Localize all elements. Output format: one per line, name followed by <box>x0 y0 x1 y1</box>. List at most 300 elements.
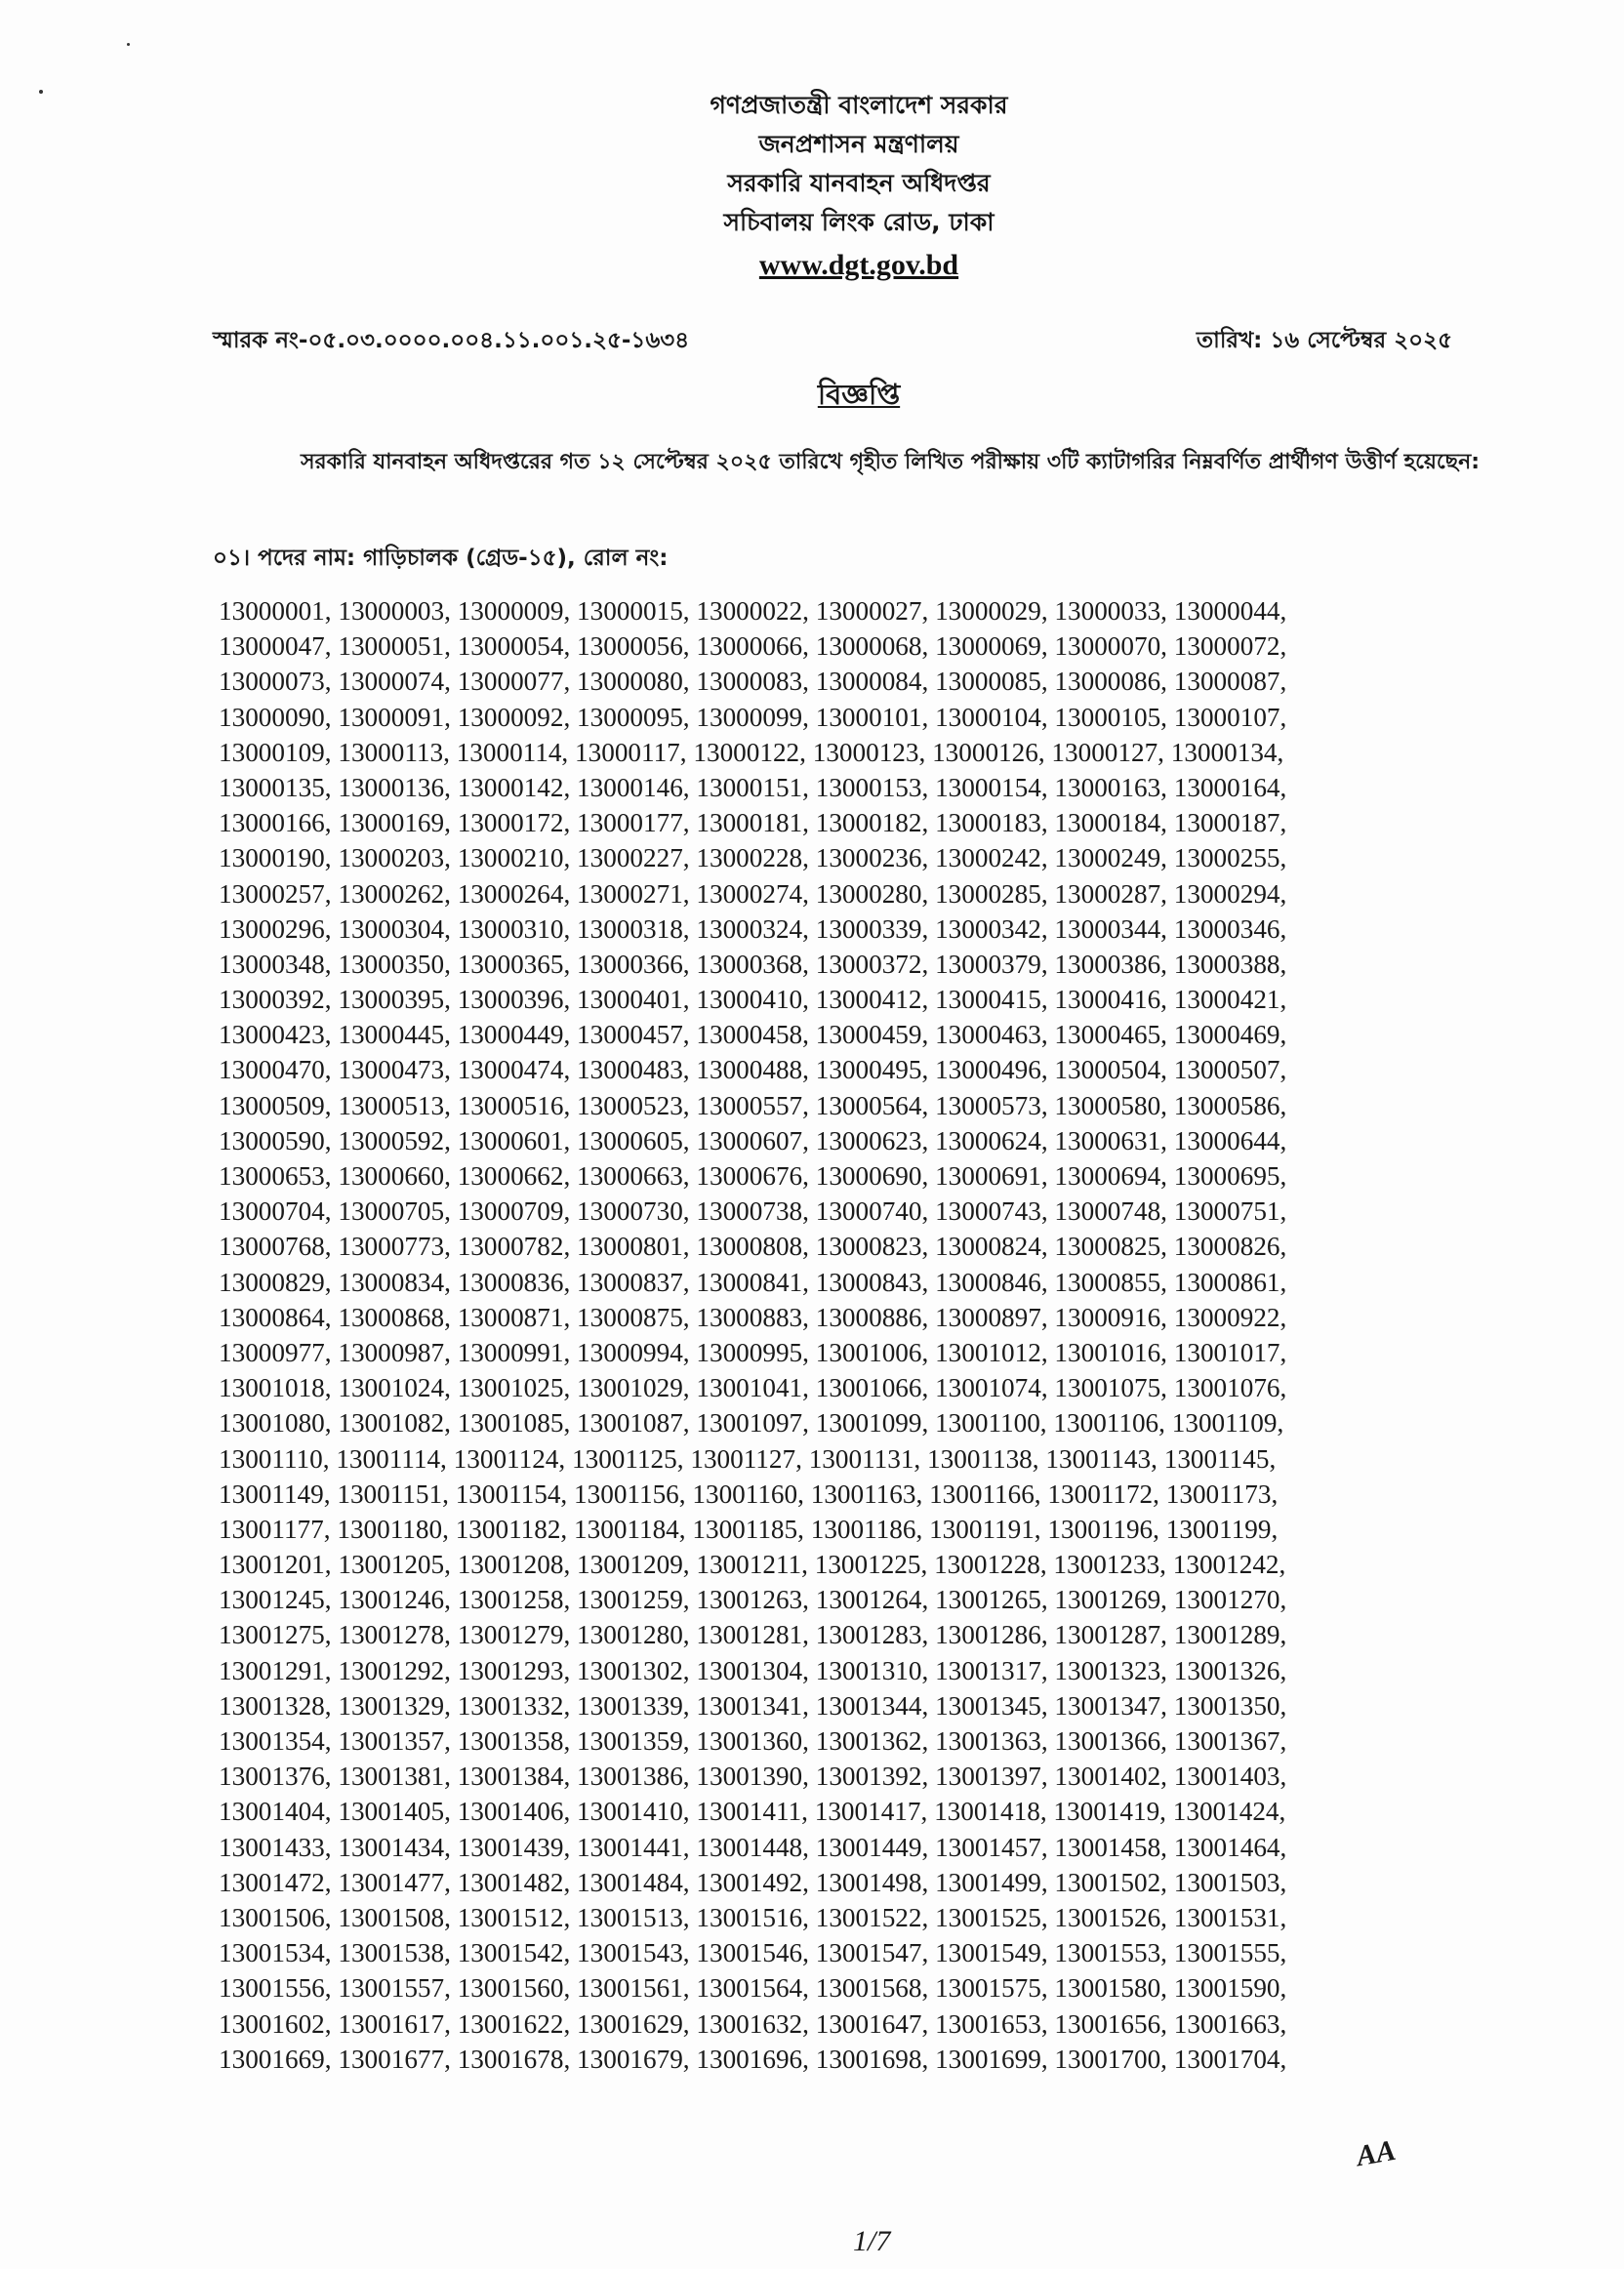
roll-number: 13000676, <box>696 1161 809 1191</box>
roll-number: 13000730, <box>577 1196 690 1227</box>
roll-number: 13000663, <box>577 1161 690 1191</box>
roll-number: 13000203, <box>338 843 451 873</box>
roll-number: 13001246, <box>338 1585 451 1615</box>
roll-number: 13001484, <box>577 1867 690 1897</box>
roll-number: 13001354, <box>219 1726 332 1756</box>
roll-line <box>219 876 1487 912</box>
roll-number: 13000027, <box>815 596 929 626</box>
roll-number: 13000773, <box>338 1232 451 1262</box>
roll-number: 13000264, <box>457 878 571 909</box>
roll-number: 13000068, <box>815 631 929 662</box>
roll-number: 13001281, <box>696 1620 809 1650</box>
roll-number: 13000339, <box>815 913 929 944</box>
roll-number: 13001704, <box>1173 2044 1287 2074</box>
roll-number: 13000826, <box>1173 1232 1287 1262</box>
roll-number: 13001016, <box>1054 1337 1167 1367</box>
roll-number: 13001367, <box>1173 1726 1287 1756</box>
roll-number: 13000488, <box>696 1055 809 1085</box>
roll-number: 13000987, <box>338 1337 451 1367</box>
roll-number: 13001542, <box>457 1938 571 1968</box>
roll-number: 13001390, <box>696 1762 809 1792</box>
roll-number: 13000662, <box>457 1161 571 1191</box>
roll-number: 13001006, <box>815 1337 929 1367</box>
roll-number: 13000994, <box>577 1337 690 1367</box>
roll-number: 13001154, <box>455 1479 568 1509</box>
roll-line <box>219 735 1487 770</box>
roll-number: 13001076, <box>1173 1373 1287 1403</box>
roll-number: 13001245, <box>219 1585 332 1615</box>
roll-number: 13000166, <box>219 808 332 838</box>
roll-number: 13001304, <box>696 1655 809 1685</box>
roll-number: 13000029, <box>935 596 1048 626</box>
roll-number: 13000310, <box>457 913 571 944</box>
page-number: 1/7 <box>853 2225 891 2257</box>
roll-number: 13000177, <box>577 808 690 838</box>
memo-number: স্মারক নং-০৫.০৩.০০০০.০০৪.১১.০০১.২৫-১৬৩৪ <box>213 328 690 353</box>
roll-number: 13000033, <box>1054 596 1167 626</box>
intro-paragraph: সরকারি যানবাহন অধিদপ্তরের গত ১২ সেপ্টেম্বর ২০২৫ তারিখে গৃহীত লিখিত পরীক্ষায় ৩টি ক্যাটাগরির নিম্নবর্ণিত প্রার্থীগণ উত্তীর্ণ হয়েছেন: <box>301 450 1481 474</box>
roll-number: 13000607, <box>696 1125 809 1155</box>
roll-number: 13000644, <box>1173 1125 1287 1155</box>
roll-line <box>219 1265 1487 1300</box>
roll-number: 13000009, <box>457 596 571 626</box>
roll-number: 13000101, <box>815 702 929 732</box>
roll-line <box>219 1229 1487 1264</box>
roll-number: 13001405, <box>338 1797 451 1827</box>
roll-number: 13001564, <box>696 1973 809 2004</box>
roll-number: 13000694, <box>1054 1161 1167 1191</box>
roll-number: 13000922, <box>1173 1302 1287 1332</box>
roll-number: 13000304, <box>338 913 451 944</box>
roll-number: 13001097, <box>696 1408 809 1438</box>
roll-number: 13001381, <box>338 1762 451 1792</box>
roll-number: 13001228, <box>934 1550 1047 1580</box>
roll-number: 13001186, <box>810 1514 923 1544</box>
roll-number: 13000395, <box>338 985 451 1015</box>
roll-line <box>219 1970 1487 2006</box>
roll-number: 13001698, <box>815 2044 929 2074</box>
roll-number: 13000271, <box>577 878 690 909</box>
roll-number: 13000496, <box>935 1055 1048 1085</box>
roll-number: 13001678, <box>457 2044 571 2074</box>
roll-number: 13000782, <box>457 1232 571 1262</box>
roll-number: 13001166, <box>929 1479 1041 1509</box>
roll-number: 13001208, <box>457 1550 571 1580</box>
roll-number: 13000660, <box>338 1161 451 1191</box>
roll-number: 13000190, <box>219 843 332 873</box>
notice-title: বিজ্ঞপ্তি <box>817 378 901 411</box>
website-link[interactable]: www.dgt.gov.bd <box>758 249 959 281</box>
roll-number: 13001018, <box>219 1373 332 1403</box>
roll-number: 13001526, <box>1054 1902 1167 1932</box>
roll-number: 13001350, <box>1173 1690 1287 1721</box>
roll-number: 13001110, <box>219 1443 330 1474</box>
roll-number: 13000861, <box>1173 1267 1287 1297</box>
roll-number: 13001344, <box>815 1690 929 1721</box>
roll-number: 13001156, <box>574 1479 686 1509</box>
roll-line <box>219 1335 1487 1370</box>
roll-number: 13001209, <box>577 1550 690 1580</box>
roll-number: 13001302, <box>577 1655 690 1685</box>
roll-number: 13000474, <box>457 1055 571 1085</box>
roll-number: 13000236, <box>815 843 929 873</box>
roll-number: 13000092, <box>457 702 571 732</box>
roll-number: 13000449, <box>457 1020 571 1050</box>
roll-number: 13001259, <box>577 1585 690 1615</box>
roll-number: 13001029, <box>577 1373 690 1403</box>
roll-number: 13001534, <box>219 1938 332 1968</box>
letterhead <box>0 86 1624 289</box>
roll-number: 13000691, <box>935 1161 1048 1191</box>
roll-number: 13001492, <box>696 1867 809 1897</box>
roll-number: 13001441, <box>577 1832 690 1862</box>
roll-number: 13001329, <box>338 1690 451 1721</box>
roll-line <box>219 1759 1487 1794</box>
roll-line <box>219 628 1487 664</box>
roll-number: 13001362, <box>815 1726 929 1756</box>
roll-number: 13000249, <box>1054 843 1167 873</box>
roll-number: 13000342, <box>935 913 1048 944</box>
roll-number: 13001310, <box>815 1655 929 1685</box>
roll-number: 13000392, <box>219 985 332 1015</box>
roll-number: 13000824, <box>935 1232 1048 1262</box>
roll-number: 13001482, <box>457 1867 571 1897</box>
roll-number: 13000257, <box>219 878 332 909</box>
roll-number: 13001360, <box>696 1726 809 1756</box>
roll-number: 13000470, <box>219 1055 332 1085</box>
roll-line <box>219 1123 1487 1158</box>
roll-number: 13000113, <box>338 737 450 767</box>
roll-number: 13000410, <box>696 985 809 1015</box>
roll-line <box>219 1370 1487 1405</box>
roll-line <box>219 1688 1487 1723</box>
roll-number: 13001012, <box>935 1337 1048 1367</box>
roll-number: 13001286, <box>935 1620 1048 1650</box>
roll-number: 13000099, <box>696 702 809 732</box>
roll-number: 13001326, <box>1173 1655 1287 1685</box>
roll-number: 13000379, <box>935 949 1048 979</box>
post-heading: ০১। পদের নাম: গাড়িচালক (গ্রেড-১৫), রোল নং: <box>213 546 669 571</box>
government-name: গণপ্রজাতন্ত্রী বাংলাদেশ সরকার <box>710 91 1008 119</box>
roll-number: 13000348, <box>219 949 332 979</box>
roll-number: 13001017, <box>1173 1337 1287 1367</box>
roll-number: 13000066, <box>696 631 809 662</box>
roll-number: 13001233, <box>1053 1550 1166 1580</box>
roll-number: 13001502, <box>1054 1867 1167 1897</box>
roll-number: 13000105, <box>1054 702 1167 732</box>
roll-number: 13001557, <box>338 1973 451 2004</box>
roll-line <box>219 1794 1487 1829</box>
roll-number: 13001629, <box>577 2008 690 2039</box>
roll-number: 13001669, <box>219 2044 332 2074</box>
roll-number: 13000469, <box>1173 1020 1287 1050</box>
roll-number: 13001417, <box>814 1797 928 1827</box>
roll-number: 13000605, <box>577 1125 690 1155</box>
roll-number: 13001359, <box>577 1726 690 1756</box>
roll-number: 13001270, <box>1173 1585 1287 1615</box>
roll-number: 13001402, <box>1054 1762 1167 1792</box>
roll-number: 13000274, <box>696 878 809 909</box>
roll-number: 13000653, <box>219 1161 332 1191</box>
roll-line <box>219 1547 1487 1582</box>
roll-number: 13001477, <box>338 1867 451 1897</box>
roll-number: 13001522, <box>815 1902 929 1932</box>
roll-number: 13000836, <box>457 1267 571 1297</box>
roll-number: 13000135, <box>219 772 332 802</box>
roll-number: 13000368, <box>696 949 809 979</box>
roll-number: 13001145, <box>1163 1443 1277 1474</box>
roll-number: 13000843, <box>815 1267 929 1297</box>
roll-number: 13000631, <box>1054 1125 1167 1155</box>
roll-number: 13001066, <box>815 1373 929 1403</box>
roll-number: 13000507, <box>1173 1055 1287 1085</box>
roll-number: 13001617, <box>338 2008 451 2039</box>
roll-number: 13001397, <box>935 1762 1048 1792</box>
roll-number: 13001131, <box>808 1443 921 1474</box>
roll-number: 13001547, <box>815 1938 929 1968</box>
roll-number: 13001075, <box>1054 1373 1167 1403</box>
roll-number: 13000463, <box>935 1020 1048 1050</box>
roll-number: 13001332, <box>457 1690 571 1721</box>
roll-number: 13001516, <box>696 1902 809 1932</box>
roll-line <box>219 1865 1487 1900</box>
roll-number: 13000837, <box>577 1267 690 1297</box>
roll-number: 13000262, <box>338 878 451 909</box>
roll-number: 13001211, <box>696 1550 808 1580</box>
department-name: সরকারি যানবাহন অধিদপ্তর <box>727 169 991 197</box>
roll-number: 13000154, <box>935 772 1048 802</box>
roll-number: 13000401, <box>577 985 690 1015</box>
roll-number: 13001263, <box>696 1585 809 1615</box>
roll-number: 13000285, <box>935 878 1048 909</box>
roll-number: 13000126, <box>932 737 1045 767</box>
roll-number: 13001099, <box>815 1408 929 1438</box>
roll-number: 13001341, <box>696 1690 809 1721</box>
roll-number: 13001656, <box>1054 2008 1167 2039</box>
roll-number: 13000090, <box>219 702 332 732</box>
roll-number: 13000146, <box>577 772 690 802</box>
roll-number: 13001149, <box>219 1479 331 1509</box>
roll-number: 13000280, <box>815 878 929 909</box>
roll-number: 13000087, <box>1173 667 1287 697</box>
roll-number: 13000388, <box>1173 949 1287 979</box>
roll-number: 13001317, <box>935 1655 1048 1685</box>
roll-number: 13000151, <box>696 772 809 802</box>
roll-number: 13000416, <box>1054 985 1167 1015</box>
roll-number: 13000557, <box>696 1090 809 1120</box>
roll-number: 13000095, <box>577 702 690 732</box>
roll-number: 13000457, <box>577 1020 690 1050</box>
roll-number: 13001185, <box>692 1514 804 1544</box>
roll-line <box>219 1088 1487 1123</box>
roll-number: 13000841, <box>696 1267 809 1297</box>
roll-number: 13001182, <box>455 1514 568 1544</box>
roll-number: 13001358, <box>457 1726 571 1756</box>
roll-number: 13001138, <box>927 1443 1039 1474</box>
roll-number: 13000183, <box>935 808 1048 838</box>
roll-number: 13001700, <box>1054 2044 1167 2074</box>
roll-number: 13001127, <box>690 1443 802 1474</box>
roll-number: 13001525, <box>935 1902 1048 1932</box>
roll-number: 13000372, <box>815 949 929 979</box>
roll-line <box>219 1052 1487 1087</box>
roll-number: 13001553, <box>1054 1938 1167 1968</box>
roll-number: 13000751, <box>1173 1196 1287 1227</box>
roll-line <box>219 1617 1487 1652</box>
roll-number: 13000080, <box>577 667 690 697</box>
roll-number: 13001143, <box>1045 1443 1157 1474</box>
roll-number: 13000086, <box>1054 667 1167 697</box>
roll-number: 13001580, <box>1054 1973 1167 2004</box>
roll-number: 13001531, <box>1173 1902 1287 1932</box>
roll-number: 13001196, <box>1047 1514 1159 1544</box>
roll-number: 13000846, <box>935 1267 1048 1297</box>
roll-number: 13000287, <box>1054 878 1167 909</box>
roll-number: 13000107, <box>1173 702 1287 732</box>
roll-line <box>219 664 1487 699</box>
roll-number: 13000365, <box>457 949 571 979</box>
roll-number: 13000386, <box>1054 949 1167 979</box>
roll-line <box>219 840 1487 875</box>
roll-number: 13001458, <box>1054 1832 1167 1862</box>
roll-number: 13000564, <box>815 1090 929 1120</box>
roll-number: 13000164, <box>1173 772 1287 802</box>
roll-number: 13000109, <box>219 737 332 767</box>
roll-number: 13000748, <box>1054 1196 1167 1227</box>
roll-number: 13000875, <box>577 1302 690 1332</box>
roll-number: 13000823, <box>815 1232 929 1262</box>
roll-number: 13000346, <box>1173 913 1287 944</box>
roll-number: 13001560, <box>457 1973 571 2004</box>
roll-number: 13001508, <box>338 1902 451 1932</box>
roll-number: 13000705, <box>338 1196 451 1227</box>
roll-number: 13000601, <box>457 1125 571 1155</box>
roll-number: 13000044, <box>1173 596 1287 626</box>
roll-line <box>219 1582 1487 1617</box>
roll-number: 13000808, <box>696 1232 809 1262</box>
roll-number: 13001543, <box>577 1938 690 1968</box>
roll-number: 13000473, <box>338 1055 451 1085</box>
roll-number: 13001439, <box>457 1832 571 1862</box>
roll-number: 13001555, <box>1173 1938 1287 1968</box>
roll-number: 13000344, <box>1054 913 1167 944</box>
roll-number: 13001125, <box>572 1443 684 1474</box>
roll-number: 13000242, <box>935 843 1048 873</box>
roll-number: 13000350, <box>338 949 451 979</box>
roll-number: 13001025, <box>457 1373 571 1403</box>
roll-number: 13000127, <box>1051 737 1164 767</box>
roll-number: 13000483, <box>577 1055 690 1085</box>
roll-number: 13001199, <box>1165 1514 1279 1544</box>
roll-number: 13001464, <box>1173 1832 1287 1862</box>
roll-number: 13000084, <box>815 667 929 697</box>
roll-number: 13000883, <box>696 1302 809 1332</box>
roll-number: 13000047, <box>219 631 332 662</box>
ministry-name: জনপ্রশাসন মন্ত্রণালয় <box>758 130 959 158</box>
roll-number: 13001653, <box>935 2008 1048 2039</box>
roll-number: 13001568, <box>815 1973 929 2004</box>
roll-number: 13000255, <box>1173 843 1287 873</box>
roll-number: 13000169, <box>338 808 451 838</box>
roll-number: 13001242, <box>1172 1550 1286 1580</box>
roll-number: 13001191, <box>929 1514 1041 1544</box>
roll-number: 13001433, <box>219 1832 332 1862</box>
roll-number: 13001663, <box>1173 2008 1287 2039</box>
roll-number: 13000825, <box>1054 1232 1167 1262</box>
roll-number: 13001074, <box>935 1373 1048 1403</box>
roll-number: 13000001, <box>219 596 332 626</box>
roll-number: 13000056, <box>577 631 690 662</box>
roll-line <box>219 1935 1487 1970</box>
roll-line <box>219 2042 1487 2077</box>
roll-number: 13000458, <box>696 1020 809 1050</box>
roll-number: 13000163, <box>1054 772 1167 802</box>
roll-line <box>219 1477 1487 1512</box>
roll-number: 13000142, <box>457 772 571 802</box>
roll-number: 13001418, <box>934 1797 1047 1827</box>
roll-number: 13000523, <box>577 1090 690 1120</box>
roll-number: 13000868, <box>338 1302 451 1332</box>
roll-number: 13001677, <box>338 2044 451 2074</box>
roll-number: 13000104, <box>935 702 1048 732</box>
roll-number: 13000445, <box>338 1020 451 1050</box>
roll-number: 13001160, <box>692 1479 804 1509</box>
roll-line <box>219 1017 1487 1052</box>
roll-number: 13000182, <box>815 808 929 838</box>
roll-number: 13000690, <box>815 1161 929 1191</box>
roll-number: 13000995, <box>696 1337 809 1367</box>
roll-number: 13000015, <box>577 596 690 626</box>
roll-number: 13001345, <box>935 1690 1048 1721</box>
roll-line <box>219 1830 1487 1865</box>
roll-number: 13001347, <box>1054 1690 1167 1721</box>
roll-line <box>219 700 1487 735</box>
roll-number: 13000054, <box>457 631 571 662</box>
roll-number: 13001357, <box>338 1726 451 1756</box>
roll-number: 13000592, <box>338 1125 451 1155</box>
roll-number: 13001180, <box>337 1514 449 1544</box>
roll-number: 13001404, <box>219 1797 332 1827</box>
roll-number: 13001283, <box>815 1620 929 1650</box>
roll-number: 13000294, <box>1173 878 1287 909</box>
roll-number: 13000738, <box>696 1196 809 1227</box>
roll-number: 13000834, <box>338 1267 451 1297</box>
roll-number: 13000117, <box>575 737 687 767</box>
roll-number: 13000091, <box>338 702 451 732</box>
roll-number: 13000623, <box>815 1125 929 1155</box>
roll-line <box>219 1512 1487 1547</box>
roll-number: 13001106, <box>1053 1408 1165 1438</box>
roll-number: 13001419, <box>1053 1797 1166 1827</box>
roll-number: 13001622, <box>457 2008 571 2039</box>
roll-number: 13000509, <box>219 1090 332 1120</box>
roll-number: 13001287, <box>1054 1620 1167 1650</box>
roll-number: 13000829, <box>219 1267 332 1297</box>
roll-number: 13000122, <box>693 737 806 767</box>
roll-number: 13000396, <box>457 985 571 1015</box>
roll-number: 13000590, <box>219 1125 332 1155</box>
roll-number: 13000504, <box>1054 1055 1167 1085</box>
roll-line <box>219 593 1487 628</box>
roll-number: 13001434, <box>338 1832 451 1862</box>
roll-number: 13001363, <box>935 1726 1048 1756</box>
roll-number: 13000704, <box>219 1196 332 1227</box>
roll-number: 13000114, <box>456 737 569 767</box>
roll-number: 13001265, <box>935 1585 1048 1615</box>
roll-number: 13000003, <box>338 596 451 626</box>
roll-number: 13000366, <box>577 949 690 979</box>
roll-number: 13001424, <box>1172 1797 1286 1827</box>
